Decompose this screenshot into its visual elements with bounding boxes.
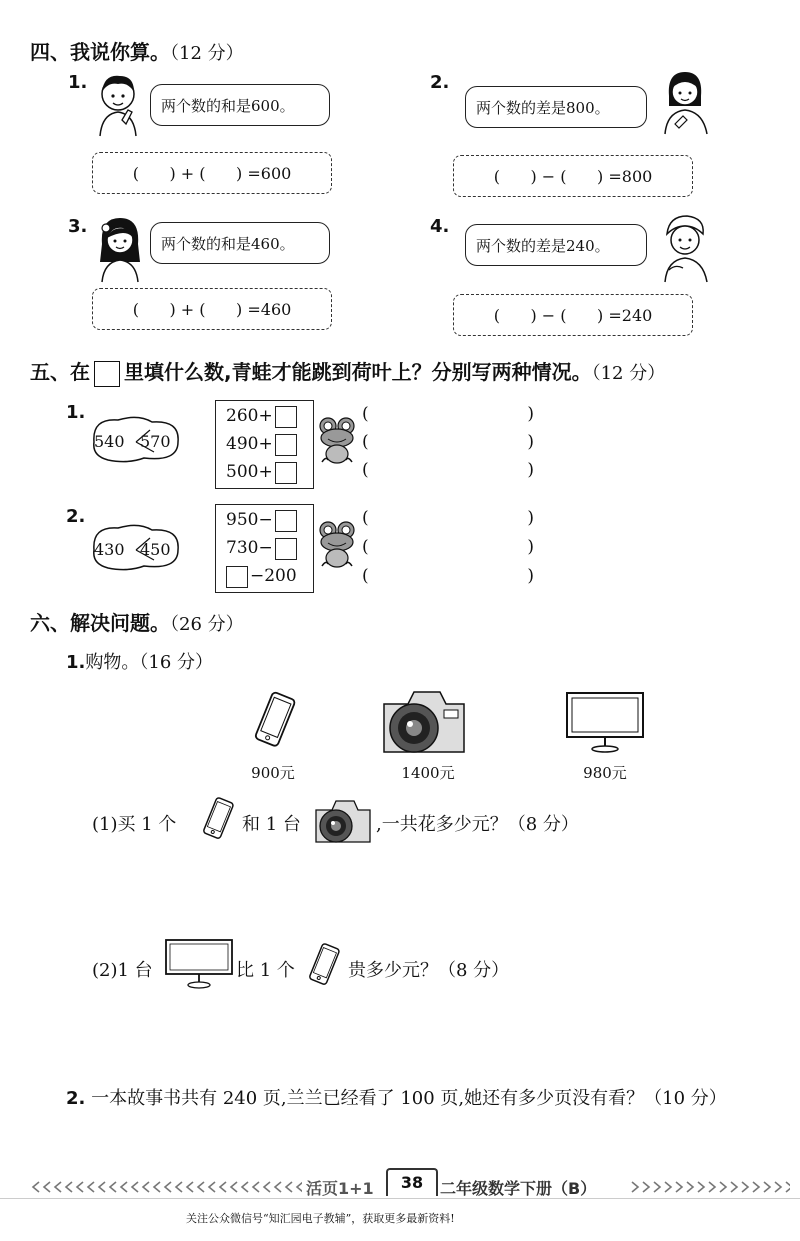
question-text: 一本故事书共有 240 页,兰兰已经看了 100 页,她还有多少页没有看？（10 分） bbox=[91, 1088, 727, 1109]
equation-list bbox=[215, 400, 314, 489]
phone-icon bbox=[198, 796, 238, 842]
answer-square[interactable] bbox=[275, 462, 297, 484]
tv-icon bbox=[564, 690, 646, 754]
answer-square[interactable] bbox=[275, 406, 297, 428]
answer-blank[interactable] bbox=[362, 566, 534, 586]
open-paren: ( bbox=[362, 566, 369, 586]
equation-list bbox=[215, 504, 314, 593]
item-number: 1. bbox=[68, 72, 88, 93]
question-2 bbox=[66, 1084, 727, 1110]
footer-series: 活页1+1 bbox=[306, 1179, 374, 1198]
girl-figure-icon bbox=[655, 66, 715, 136]
page-number: 38 bbox=[386, 1168, 438, 1196]
section6-points: （26 分） bbox=[170, 614, 244, 635]
answer-blank[interactable] bbox=[362, 508, 534, 528]
sub-question-2-b: 比 1 个 bbox=[236, 960, 295, 981]
section6-title: 六、解决问题。 bbox=[30, 611, 170, 635]
sub-question-1-b: 和 1 台 bbox=[242, 814, 301, 835]
girl-figure-icon bbox=[92, 214, 148, 284]
open-paren: ( bbox=[362, 508, 369, 528]
frog-icon bbox=[314, 416, 360, 466]
question-number: 1. bbox=[66, 652, 86, 673]
problem-number: 2. bbox=[66, 506, 86, 527]
equation-box[interactable]: ( ) − ( ) =800 bbox=[453, 155, 693, 197]
range-high: 450 bbox=[140, 540, 171, 559]
section6-heading bbox=[30, 607, 244, 636]
item-number: 3. bbox=[68, 216, 88, 237]
speech-bubble: 两个数的和是460。 bbox=[150, 222, 330, 264]
frog-icon bbox=[314, 520, 360, 570]
boy-figure-icon bbox=[655, 212, 715, 284]
phone-price: 900元 bbox=[251, 764, 295, 782]
section5-title-a: 五、在 bbox=[30, 360, 90, 384]
range-low: 430 bbox=[94, 540, 125, 559]
camera-price: 1400元 bbox=[401, 764, 455, 782]
section4-points: （12 分） bbox=[170, 43, 244, 64]
sub-question-2-a: (2)1 台 bbox=[92, 960, 153, 981]
question-number: 2. bbox=[66, 1088, 86, 1109]
equation-row: −200 bbox=[250, 566, 297, 586]
answer-blank[interactable] bbox=[362, 404, 534, 424]
answer-blank[interactable] bbox=[362, 537, 534, 557]
equation-row: 490+ bbox=[226, 434, 273, 454]
answer-square[interactable] bbox=[275, 434, 297, 456]
speech-bubble: 两个数的差是240。 bbox=[465, 224, 647, 266]
answer-blank[interactable] bbox=[362, 460, 534, 480]
open-paren: ( bbox=[362, 404, 369, 424]
equation-row: 950− bbox=[226, 510, 273, 530]
equation-row: 500+ bbox=[226, 462, 273, 482]
section4-heading bbox=[30, 36, 244, 65]
open-paren: ( bbox=[362, 432, 369, 452]
answer-square[interactable] bbox=[275, 538, 297, 560]
item-number: 2. bbox=[430, 72, 450, 93]
question-1-heading bbox=[66, 648, 213, 674]
speech-bubble: 两个数的差是800。 bbox=[465, 86, 647, 128]
range-low: 540 bbox=[94, 432, 125, 451]
answer-blank[interactable] bbox=[362, 432, 534, 452]
range-high: 570 bbox=[140, 432, 171, 451]
footer-note: 关注公众微信号“知汇园电子教辅”，获取更多最新资料! bbox=[186, 1212, 455, 1225]
boy-figure-icon bbox=[92, 70, 148, 138]
problem-number: 1. bbox=[66, 402, 86, 423]
sub-question-1-c: ,一共花多少元？（8 分） bbox=[376, 814, 579, 835]
blank-box bbox=[94, 361, 120, 387]
camera-icon bbox=[378, 684, 470, 758]
equation-box[interactable]: ( ) − ( ) =240 bbox=[453, 294, 693, 336]
close-paren: ) bbox=[527, 537, 534, 557]
section5-title-b: 里填什么数,青蛙才能跳到荷叶上？分别写两种情况。 bbox=[124, 360, 592, 384]
close-paren: ) bbox=[527, 508, 534, 528]
phone-icon bbox=[304, 942, 344, 988]
open-paren: ( bbox=[362, 460, 369, 480]
equation-row: 260+ bbox=[226, 406, 273, 426]
equation-row: 730− bbox=[226, 538, 273, 558]
answer-square[interactable] bbox=[275, 510, 297, 532]
question-title: 购物。（16 分） bbox=[85, 652, 214, 673]
equation-box[interactable]: ( ) + ( ) =460 bbox=[92, 288, 332, 330]
phone-icon bbox=[246, 690, 302, 754]
item-number: 4. bbox=[430, 216, 450, 237]
close-paren: ) bbox=[527, 432, 534, 452]
close-paren: ) bbox=[527, 404, 534, 424]
footer-book-title: 二年级数学下册（B） bbox=[440, 1179, 597, 1198]
arrow-decoration-left-icon bbox=[30, 1180, 302, 1194]
section5-heading bbox=[30, 356, 665, 387]
tv-icon bbox=[164, 938, 234, 992]
answer-square[interactable] bbox=[226, 566, 248, 588]
section4-title: 四、我说你算。 bbox=[30, 40, 170, 64]
sub-question-1-a: (1)买 1 个 bbox=[92, 814, 177, 835]
speech-bubble: 两个数的和是600。 bbox=[150, 84, 330, 126]
arrow-decoration-right-icon bbox=[630, 1180, 790, 1194]
close-paren: ) bbox=[527, 566, 534, 586]
open-paren: ( bbox=[362, 537, 369, 557]
equation-box[interactable]: ( ) + ( ) =600 bbox=[92, 152, 332, 194]
footer-divider bbox=[0, 1198, 800, 1199]
camera-icon bbox=[312, 796, 374, 846]
tv-price: 980元 bbox=[583, 764, 627, 782]
close-paren: ) bbox=[527, 460, 534, 480]
section5-points: （12 分） bbox=[591, 363, 666, 384]
sub-question-2-c: 贵多少元？（8 分） bbox=[348, 960, 510, 981]
